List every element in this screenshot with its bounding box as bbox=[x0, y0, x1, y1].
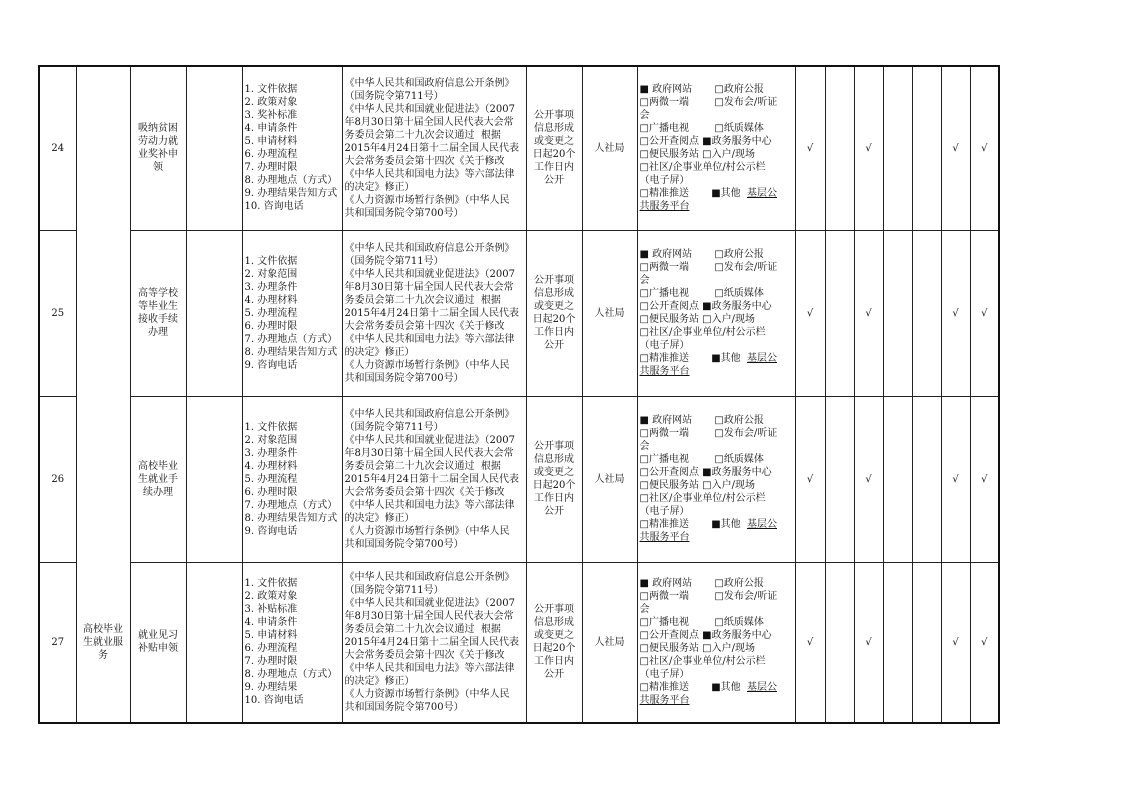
channel-line: □广播电视 □纸质媒体 bbox=[639, 454, 764, 465]
channel-line: （电子屏） bbox=[639, 506, 690, 517]
check-mark bbox=[825, 396, 854, 562]
channel-line: □便民服务站 □入户/现场 bbox=[639, 149, 755, 161]
basis-line: （国务院令第711号） bbox=[344, 90, 444, 102]
content-line: 7. 办理时限 bbox=[244, 656, 298, 668]
basis-line: 《中华人民共和国就业促进法》（2007 bbox=[344, 434, 515, 446]
row-timeframe: 公开事项信息形成或变更之日起20个工作日内公开 bbox=[526, 562, 582, 723]
check-mark: √ bbox=[854, 66, 883, 230]
check-mark: √ bbox=[941, 396, 970, 562]
content-line: 10. 咨询电话 bbox=[244, 201, 304, 213]
row-basis bbox=[342, 396, 526, 562]
channel-line: ■ 政府网站 □政府公报 bbox=[639, 415, 764, 426]
check-mark bbox=[883, 66, 912, 230]
content-line: 10. 咨询电话 bbox=[244, 695, 304, 707]
content-line: 9. 办理结果告知方式 bbox=[244, 188, 338, 200]
channel-line: □广播电视 □纸质媒体 bbox=[639, 288, 764, 299]
check-mark: √ bbox=[795, 66, 825, 230]
check-mark: √ bbox=[941, 562, 970, 723]
check-mark bbox=[883, 562, 912, 723]
table-row bbox=[39, 66, 999, 230]
row-dept: 人社局 bbox=[582, 396, 637, 562]
content-line: 3. 办理条件 bbox=[244, 447, 298, 459]
channel-line: □两微一端 □发布会/听证 bbox=[639, 97, 778, 109]
basis-line: 《人力资源市场暂行条例》（中华人民 bbox=[344, 194, 510, 206]
basis-line: 大会常务委员会第十四次《关于修改 bbox=[344, 155, 505, 167]
channel-line: □精准推送 ■其他 基层公 bbox=[639, 682, 778, 694]
check-mark bbox=[825, 562, 854, 723]
check-mark bbox=[912, 66, 941, 230]
content-line: 6. 办理流程 bbox=[244, 643, 298, 655]
basis-line: 《中华人民共和国电力法》等六部法律 bbox=[344, 662, 515, 674]
content-line: 5. 申请材料 bbox=[244, 630, 298, 642]
basis-line: 大会常务委员会第十四次《关于修改 bbox=[344, 486, 505, 498]
channel-line: 共服务平台 bbox=[639, 695, 690, 707]
check-mark bbox=[883, 230, 912, 396]
channel-line: □便民服务站 □入户/现场 bbox=[639, 643, 755, 655]
check-mark: √ bbox=[970, 66, 999, 230]
channel-line: 会 bbox=[639, 110, 650, 122]
content-line: 1. 文件依据 bbox=[244, 578, 298, 590]
basis-line: 务委员会第二十九次会议通过 根据 bbox=[344, 623, 501, 635]
channel-line: □公开查阅点 ■政务服务中心 bbox=[639, 630, 772, 642]
table-row bbox=[39, 562, 999, 723]
check-mark: √ bbox=[854, 230, 883, 396]
row-category: 高校毕业生就业服务 bbox=[76, 562, 130, 723]
basis-line: 《中华人民共和国就业促进法》（2007 bbox=[344, 103, 515, 115]
basis-line: （国务院令第711号） bbox=[344, 584, 444, 596]
basis-line: 务委员会第二十九次会议通过 根据 bbox=[344, 129, 501, 141]
row-seq: 24 bbox=[39, 66, 76, 230]
check-mark: √ bbox=[795, 396, 825, 562]
check-mark bbox=[825, 66, 854, 230]
content-line: 5. 办理流程 bbox=[244, 307, 298, 319]
basis-line: 《中华人民共和国就业促进法》（2007 bbox=[344, 268, 515, 280]
content-line: 9. 咨询电话 bbox=[244, 359, 298, 371]
row-channels bbox=[637, 396, 795, 562]
channel-line: □便民服务站 □入户/现场 bbox=[639, 480, 755, 491]
channel-line: □两微一端 □发布会/听证 bbox=[639, 262, 778, 273]
check-mark bbox=[912, 396, 941, 562]
basis-line: 的决定》修正） bbox=[344, 181, 415, 193]
basis-line: 年8月30日第十届全国人民代表大会常 bbox=[344, 116, 514, 128]
row-content bbox=[242, 396, 342, 562]
row-timeframe: 公开事项信息形成或变更之日起20个工作日内公开 bbox=[526, 230, 582, 396]
row-item: 高校毕业生就业手续办理 bbox=[130, 396, 186, 562]
content-line: 8. 办理地点（方式） bbox=[244, 669, 338, 681]
row-dept: 人社局 bbox=[582, 66, 637, 230]
basis-line: 《中华人民共和国电力法》等六部法律 bbox=[344, 168, 515, 180]
channel-line: □社区/企事业单位/村公示栏 bbox=[639, 327, 766, 338]
row-item: 高等学校等毕业生接收手续办理 bbox=[130, 230, 186, 396]
check-mark bbox=[912, 230, 941, 396]
content-line: 2. 政策对象 bbox=[244, 97, 298, 109]
content-line: 9. 咨询电话 bbox=[244, 525, 298, 537]
content-line: 9. 办理结果 bbox=[244, 682, 298, 694]
row-channels bbox=[637, 230, 795, 396]
channel-other-text: 基层公 bbox=[747, 682, 778, 694]
basis-line: 的决定》修正） bbox=[344, 346, 415, 358]
channel-line: 会 bbox=[639, 275, 650, 286]
content-line: 1. 文件依据 bbox=[244, 255, 298, 267]
row-seq: 25 bbox=[39, 230, 76, 396]
channel-line: 会 bbox=[639, 604, 650, 616]
channel-line: □公开查阅点 ■政务服务中心 bbox=[639, 136, 772, 148]
basis-line: 《人力资源市场暂行条例》（中华人民 bbox=[344, 525, 510, 537]
channel-line: □公开查阅点 ■政务服务中心 bbox=[639, 467, 772, 478]
content-line: 8. 办理结果告知方式 bbox=[244, 346, 338, 358]
basis-line: 《人力资源市场暂行条例》（中华人民 bbox=[344, 688, 510, 700]
basis-line: 大会常务委员会第十四次《关于修改 bbox=[344, 649, 505, 661]
row-item: 吸纳贫困劳动力就业奖补申领 bbox=[130, 66, 186, 230]
basis-line: 年8月30日第十届全国人民代表大会常 bbox=[344, 281, 514, 293]
row-basis bbox=[342, 562, 526, 723]
channel-line: （电子屏） bbox=[639, 669, 690, 681]
content-line: 6. 办理时限 bbox=[244, 320, 298, 332]
row-item: 就业见习补贴申领 bbox=[130, 562, 186, 723]
content-line: 6. 办理时限 bbox=[244, 486, 298, 498]
row-content bbox=[242, 562, 342, 723]
basis-line: 2015年4月24日第十二届全国人民代表 bbox=[344, 307, 520, 319]
channel-other-text: 基层公 bbox=[747, 188, 778, 200]
content-line: 4. 办理材料 bbox=[244, 460, 298, 472]
content-line: 1. 文件依据 bbox=[244, 84, 298, 96]
content-line: 3. 补贴标准 bbox=[244, 604, 298, 616]
content-line: 2. 政策对象 bbox=[244, 591, 298, 603]
basis-line: 的决定》修正） bbox=[344, 675, 415, 687]
basis-line: 《中华人民共和国政府信息公开条例》 bbox=[344, 571, 515, 583]
basis-line: 《人力资源市场暂行条例》（中华人民 bbox=[344, 359, 510, 371]
basis-line: 务委员会第二十九次会议通过 根据 bbox=[344, 460, 501, 472]
basis-line: 年8月30日第十届全国人民代表大会常 bbox=[344, 610, 514, 622]
content-line: 2. 对象范围 bbox=[244, 434, 298, 446]
channel-line: 共服务平台 bbox=[639, 532, 690, 543]
basis-line: （国务院令第711号） bbox=[344, 421, 444, 433]
content-line: 6. 办理流程 bbox=[244, 149, 298, 161]
content-line: 8. 办理结果告知方式 bbox=[244, 512, 338, 524]
channel-line: □社区/企事业单位/村公示栏 bbox=[639, 162, 766, 174]
channel-line: 共服务平台 bbox=[639, 366, 690, 377]
content-line: 8. 办理地点（方式） bbox=[244, 175, 338, 187]
basis-line: 的决定》修正） bbox=[344, 512, 415, 524]
basis-line: 共和国国务院令第700号） bbox=[344, 701, 464, 713]
channel-line: □两微一端 □发布会/听证 bbox=[639, 428, 778, 439]
check-mark: √ bbox=[970, 562, 999, 723]
check-mark bbox=[912, 562, 941, 723]
channel-line: ■ 政府网站 □政府公报 bbox=[639, 84, 764, 96]
basis-line: 2015年4月24日第十二届全国人民代表 bbox=[344, 473, 520, 485]
row-category bbox=[76, 230, 130, 396]
row-category bbox=[76, 396, 130, 562]
content-line: 7. 办理时限 bbox=[244, 162, 298, 174]
basis-line: （国务院令第711号） bbox=[344, 255, 444, 267]
channel-line: □便民服务站 □入户/现场 bbox=[639, 314, 755, 325]
content-line: 4. 申请条件 bbox=[244, 617, 298, 629]
channel-line: ■ 政府网站 □政府公报 bbox=[639, 249, 764, 260]
check-mark: √ bbox=[970, 396, 999, 562]
row-basis bbox=[342, 66, 526, 230]
row-seq: 27 bbox=[39, 562, 76, 723]
row-basis bbox=[342, 230, 526, 396]
row-seq: 26 bbox=[39, 396, 76, 562]
disclosure-table bbox=[38, 65, 1000, 724]
content-line: 3. 办理条件 bbox=[244, 281, 298, 293]
content-line: 4. 办理材料 bbox=[244, 294, 298, 306]
row-empty bbox=[186, 66, 242, 230]
basis-line: 年8月30日第十届全国人民代表大会常 bbox=[344, 447, 514, 459]
basis-line: 《中华人民共和国电力法》等六部法律 bbox=[344, 333, 515, 345]
channel-other-text: 基层公 bbox=[747, 519, 778, 530]
channel-line: 共服务平台 bbox=[639, 201, 690, 213]
row-content bbox=[242, 230, 342, 396]
channel-line: □两微一端 □发布会/听证 bbox=[639, 591, 778, 603]
basis-line: 《中华人民共和国政府信息公开条例》 bbox=[344, 77, 515, 89]
content-line: 2. 对象范围 bbox=[244, 268, 298, 280]
content-line: 4. 申请条件 bbox=[244, 123, 298, 135]
check-mark: √ bbox=[941, 66, 970, 230]
channel-line: □社区/企事业单位/村公示栏 bbox=[639, 493, 766, 504]
check-mark bbox=[883, 396, 912, 562]
row-content bbox=[242, 66, 342, 230]
row-timeframe: 公开事项信息形成或变更之日起20个工作日内公开 bbox=[526, 66, 582, 230]
row-dept: 人社局 bbox=[582, 562, 637, 723]
channel-line: □公开查阅点 ■政务服务中心 bbox=[639, 301, 772, 312]
basis-line: 《中华人民共和国政府信息公开条例》 bbox=[344, 408, 515, 420]
content-line: 5. 申请材料 bbox=[244, 136, 298, 148]
check-mark: √ bbox=[970, 230, 999, 396]
basis-line: 2015年4月24日第十二届全国人民代表 bbox=[344, 636, 520, 648]
content-line: 1. 文件依据 bbox=[244, 421, 298, 433]
basis-line: 《中华人民共和国电力法》等六部法律 bbox=[344, 499, 515, 511]
check-mark bbox=[825, 230, 854, 396]
basis-line: 共和国国务院令第700号） bbox=[344, 538, 464, 550]
table-row bbox=[39, 396, 999, 562]
check-mark: √ bbox=[795, 230, 825, 396]
channel-line: （电子屏） bbox=[639, 340, 690, 351]
row-dept: 人社局 bbox=[582, 230, 637, 396]
row-channels bbox=[637, 562, 795, 723]
basis-line: 2015年4月24日第十二届全国人民代表 bbox=[344, 142, 520, 154]
channel-line: □广播电视 □纸质媒体 bbox=[639, 123, 764, 135]
content-line: 7. 办理地点（方式） bbox=[244, 333, 338, 345]
basis-line: 共和国国务院令第700号） bbox=[344, 207, 464, 219]
content-line: 5. 办理流程 bbox=[244, 473, 298, 485]
row-category bbox=[76, 66, 130, 230]
row-empty bbox=[186, 396, 242, 562]
channel-line: ■ 政府网站 □政府公报 bbox=[639, 578, 764, 590]
channel-line: □广播电视 □纸质媒体 bbox=[639, 617, 764, 629]
content-line: 3. 奖补标准 bbox=[244, 110, 298, 122]
basis-line: 务委员会第二十九次会议通过 根据 bbox=[344, 294, 501, 306]
row-timeframe: 公开事项信息形成或变更之日起20个工作日内公开 bbox=[526, 396, 582, 562]
basis-line: 大会常务委员会第十四次《关于修改 bbox=[344, 320, 505, 332]
check-mark: √ bbox=[854, 562, 883, 723]
row-empty bbox=[186, 230, 242, 396]
channel-line: □精准推送 ■其他 基层公 bbox=[639, 188, 778, 200]
channel-line: 会 bbox=[639, 441, 650, 452]
table-row bbox=[39, 230, 999, 396]
basis-line: 《中华人民共和国政府信息公开条例》 bbox=[344, 242, 515, 254]
channel-other-text: 基层公 bbox=[747, 353, 778, 364]
row-empty bbox=[186, 562, 242, 723]
basis-line: 《中华人民共和国就业促进法》（2007 bbox=[344, 597, 515, 609]
check-mark: √ bbox=[941, 230, 970, 396]
channel-line: （电子屏） bbox=[639, 175, 690, 187]
content-line: 7. 办理地点（方式） bbox=[244, 499, 338, 511]
check-mark: √ bbox=[854, 396, 883, 562]
row-channels bbox=[637, 66, 795, 230]
channel-line: □精准推送 ■其他 基层公 bbox=[639, 519, 778, 530]
check-mark: √ bbox=[795, 562, 825, 723]
channel-line: □社区/企事业单位/村公示栏 bbox=[639, 656, 766, 668]
channel-line: □精准推送 ■其他 基层公 bbox=[639, 353, 778, 364]
basis-line: 共和国国务院令第700号） bbox=[344, 372, 464, 384]
